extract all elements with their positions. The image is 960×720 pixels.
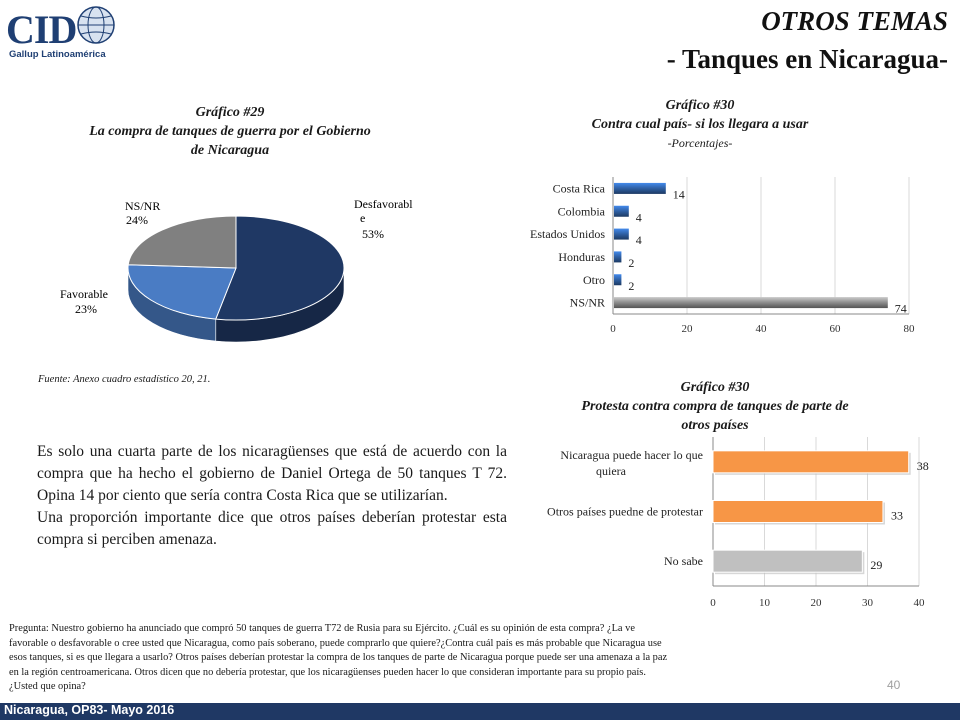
x-tick-label: 40 bbox=[913, 597, 925, 609]
pie-value-favorable: 23% bbox=[75, 302, 97, 316]
category-label: quiera bbox=[596, 463, 626, 478]
source-note: Fuente: Anexo cuadro estadístico 20, 21. bbox=[38, 374, 211, 385]
pie-label-nsnr-1: NS/NR bbox=[125, 199, 161, 213]
x-tick-label: 20 bbox=[681, 323, 693, 335]
data-label: 74 bbox=[894, 301, 907, 316]
bar-chart-1-number: Gráfico #30 bbox=[665, 98, 735, 113]
footer-text: Nicaragua, OP83- Mayo 2016 bbox=[4, 703, 175, 717]
x-tick-label: 80 bbox=[903, 323, 915, 335]
pie-chart-heading-2: de Nicaragua bbox=[190, 143, 270, 158]
bar-chart-2-heading-1: Protesta contra compra de tanques de parte de bbox=[581, 399, 849, 414]
category-label: Otros países puedne de protestar bbox=[547, 504, 703, 519]
body-paragraph-1: Es solo una cuarta parte de los nicaragüenses que está de acuerdo con la compra que ha hecho el gobierno de Daniel Ortega de 50 tanques T 72. Opina 14 por ciento que sería contra Costa Rica que se utilizarían. bbox=[37, 443, 507, 504]
question-line: en la región centroamericana. Otros dicen que no debería protestar, que los nicaragüenses pueden hacer lo que consideran importante para su propio país. bbox=[9, 666, 646, 678]
pie-value-nsnr: 24% bbox=[126, 213, 148, 227]
x-tick-label: 0 bbox=[710, 597, 716, 609]
category-label: Honduras bbox=[558, 249, 605, 264]
body-paragraph-2: Una proporción importante dice que otros países deberían protestar esta compra si perciben amenaza. bbox=[37, 509, 507, 548]
logo-subtitle: Gallup Latinoamérica bbox=[9, 49, 106, 60]
data-label: 38 bbox=[916, 458, 929, 473]
pie-label-favorable-1: Favorable bbox=[60, 287, 108, 301]
x-tick-label: 60 bbox=[829, 323, 841, 335]
category-label: NS/NR bbox=[569, 295, 605, 310]
data-label: 33 bbox=[890, 508, 903, 523]
data-label: 4 bbox=[635, 210, 642, 225]
x-tick-label: 30 bbox=[862, 597, 873, 609]
bar bbox=[713, 501, 883, 523]
pie-label-desfavorable-2: e bbox=[360, 211, 366, 225]
category-label: Costa Rica bbox=[552, 181, 605, 196]
footer-bar bbox=[0, 703, 960, 720]
survey-question bbox=[9, 622, 879, 695]
question-line: esos tanques, si es que llegara a usarlo? Otros países deberían protestar la compra de los tanques de parte de Nicaragua porque puede ser una amenaza a la paz bbox=[9, 652, 668, 664]
category-label: Nicaragua puede hacer lo que bbox=[560, 447, 703, 462]
page-number: 40 bbox=[887, 678, 901, 692]
bar-chart-1-note: -Porcentajes- bbox=[667, 136, 733, 150]
pie-label-desfavorable-1: Desfavorabl bbox=[354, 197, 413, 211]
category-label: No sabe bbox=[664, 554, 703, 569]
x-tick-label: 40 bbox=[755, 323, 767, 335]
logo-text: CID bbox=[6, 7, 77, 52]
data-label: 14 bbox=[672, 187, 685, 202]
category-label: Colombia bbox=[557, 204, 605, 219]
bar bbox=[713, 550, 862, 572]
body-text bbox=[37, 441, 507, 551]
bar-chart-1-heading: Contra cual país- si los llegara a usar bbox=[591, 117, 809, 132]
pie-chart-heading-1: La compra de tanques de guerra por el Gobierno bbox=[89, 124, 371, 139]
pie-chart-number: Gráfico #29 bbox=[195, 105, 265, 120]
data-label: 2 bbox=[628, 278, 635, 293]
page-subtitle: - Tanques en Nicaragua- bbox=[666, 44, 948, 74]
x-tick-label: 0 bbox=[610, 323, 616, 335]
question-line: ¿Usted que opina? bbox=[9, 681, 86, 693]
data-label: 2 bbox=[628, 255, 635, 270]
question-line: Pregunta: Nuestro gobierno ha anunciado que compró 50 tanques de guerra T72 de Rusia para su Ejército. ¿Cuál es su opinión de esta compra? ¿La ve bbox=[9, 623, 635, 634]
pie-value-desfavorable: 53% bbox=[362, 227, 384, 241]
bar-chart-2-number: Gráfico #30 bbox=[680, 380, 750, 395]
x-tick-label: 20 bbox=[810, 597, 822, 609]
x-tick-label: 10 bbox=[759, 597, 770, 609]
bar bbox=[713, 451, 909, 473]
data-label: 4 bbox=[635, 233, 642, 248]
bar-chart-2-heading-2: otros países bbox=[681, 418, 749, 433]
data-label: 29 bbox=[870, 558, 883, 573]
question-line: favorable o desfavorable o cree usted que Nicaragua, como país soberano, puede comprarlo que quiere?¿Contra cuál país es más probable que Nicaragua use bbox=[9, 637, 662, 649]
category-label: Estados Unidos bbox=[530, 227, 605, 242]
category-label: Otro bbox=[583, 272, 605, 287]
page-title: OTROS TEMAS bbox=[761, 6, 948, 36]
